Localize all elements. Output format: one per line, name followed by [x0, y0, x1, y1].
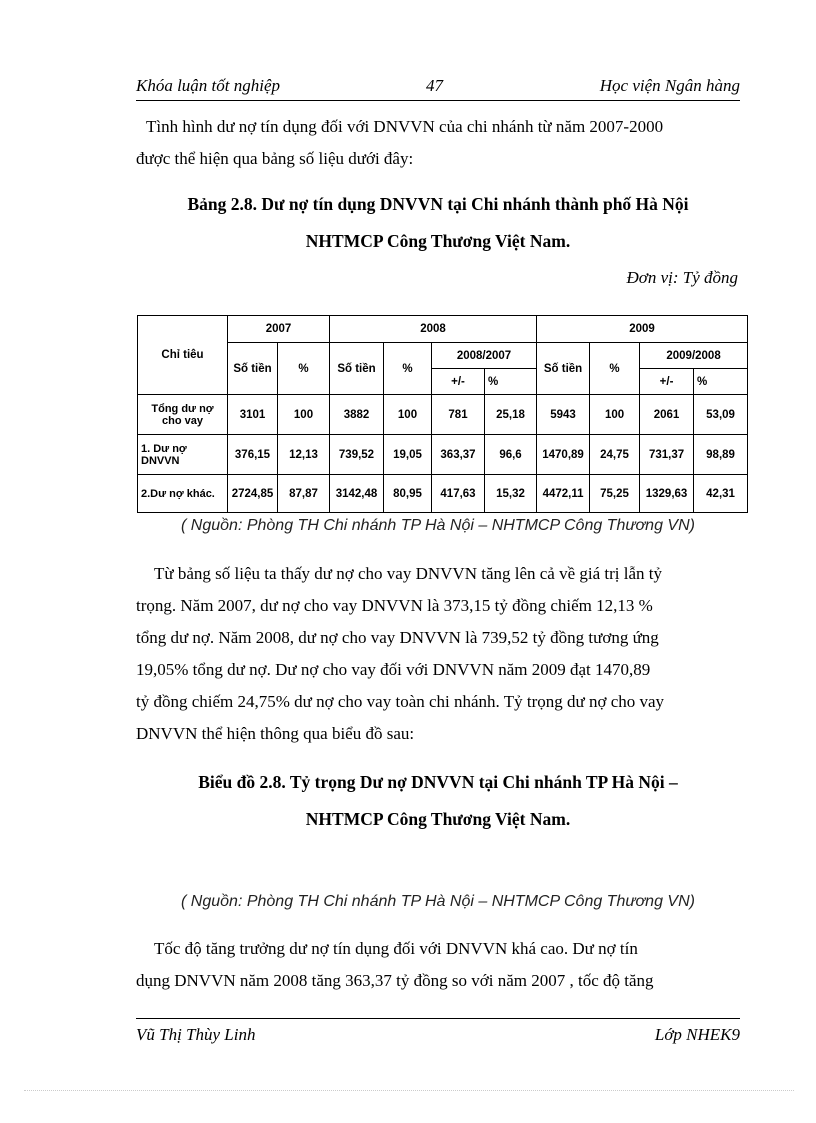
header-institution: Học viện Ngân hàng	[599, 76, 740, 95]
year-2008-header: 2008	[330, 316, 537, 343]
table-cell: 24,75	[590, 435, 640, 475]
compare-2009-header: 2009/2008	[640, 343, 748, 369]
intro-line-2: được thể hiện qua bảng số liệu dưới đây:	[136, 149, 414, 168]
closing-paragraph	[136, 933, 740, 997]
row-label: Tổng dư nợ cho vay	[138, 395, 228, 435]
amount-header-2008: Số tiền	[330, 343, 384, 395]
plus-minus-header-2008: +/-	[432, 369, 485, 395]
table-title-line-2: NHTMCP Công Thương Việt Nam.	[305, 231, 571, 251]
chart-source-note: ( Nguồn: Phòng TH Chi nhánh TP Hà Nội – NHTMCP Công Thương VN)	[181, 893, 695, 910]
table-cell: 739,52	[330, 435, 384, 475]
table-title	[136, 186, 740, 260]
intro-paragraph	[136, 111, 740, 175]
body-line: tỷ đồng chiếm 24,75% dư nợ cho vay toàn chi nhánh. Tỷ trọng dư nợ cho vay	[136, 692, 665, 711]
closing-line-2: dụng DNVVN năm 2008 tăng 363,37 tỷ đồng so với năm 2007 , tốc độ tăng	[136, 971, 654, 990]
table-cell: 5943	[537, 395, 590, 435]
table-cell: 1329,63	[640, 475, 694, 513]
table-cell: 100	[384, 395, 432, 435]
table-header-row-1	[138, 316, 748, 343]
amount-header-2007: Số tiền	[228, 343, 278, 395]
table-title-line-1: Bảng 2.8. Dư nợ tín dụng DNVVN tại Chi nhánh thành phố Hà Nội	[187, 194, 689, 214]
body-line: Từ bảng số liệu ta thấy dư nợ cho vay DNVVN tăng lên cả về giá trị lẫn tỷ	[154, 564, 663, 583]
body-line: trọng. Năm 2007, dư nợ cho vay DNVVN là 373,15 tỷ đồng chiếm 12,13 %	[136, 596, 653, 615]
year-2009-header: 2009	[537, 316, 748, 343]
table-cell: 417,63	[432, 475, 485, 513]
table-cell: 12,13	[278, 435, 330, 475]
page-footer	[136, 1018, 740, 1043]
closing-line-1: Tốc độ tăng trưởng dư nợ tín dụng đối với DNVVN khá cao. Dư nợ tín	[154, 939, 638, 958]
corner-header: Chỉ tiêu	[138, 316, 228, 395]
table-cell: 98,89	[694, 435, 748, 475]
table-cell: 100	[590, 395, 640, 435]
table-cell: 2724,85	[228, 475, 278, 513]
chart-title-line-2: NHTMCP Công Thương Việt Nam.	[305, 809, 571, 829]
table-cell: 3142,48	[330, 475, 384, 513]
table-cell: 80,95	[384, 475, 432, 513]
body-line: tổng dư nợ. Năm 2008, dư nợ cho vay DNVVN là 739,52 tỷ đồng tương ứng	[136, 628, 659, 647]
body-line: DNVVN thể hiện thông qua biểu đồ sau:	[136, 724, 415, 743]
compare-2008-header: 2008/2007	[432, 343, 537, 369]
table-cell: 3101	[228, 395, 278, 435]
table-cell: 781	[432, 395, 485, 435]
chart-title	[136, 764, 740, 838]
table-cell: 376,15	[228, 435, 278, 475]
pct-header-2008: %	[384, 343, 432, 395]
table-cell: 3882	[330, 395, 384, 435]
header-thesis-label: Khóa luận tốt nghiệp	[136, 76, 281, 95]
table-cell: 75,25	[590, 475, 640, 513]
table-cell: 15,32	[485, 475, 537, 513]
table-cell: 19,05	[384, 435, 432, 475]
table-row	[138, 395, 748, 435]
plus-minus-header-2009: +/-	[640, 369, 694, 395]
amount-header-2009: Số tiền	[537, 343, 590, 395]
table-cell: 4472,11	[537, 475, 590, 513]
table-cell: 87,87	[278, 475, 330, 513]
footer-author: Vũ Thị Thùy Linh	[136, 1025, 256, 1044]
body-line: 19,05% tổng dư nợ. Dư nợ cho vay đối với DNVVN năm 2009 đạt 1470,89	[136, 660, 651, 679]
table-cell: 25,18	[485, 395, 537, 435]
table-row	[138, 475, 748, 513]
table-cell: 363,37	[432, 435, 485, 475]
page-number: 47	[426, 76, 443, 95]
table-row	[138, 435, 748, 475]
table-cell: 731,37	[640, 435, 694, 475]
year-2007-header: 2007	[228, 316, 330, 343]
pct-header-2009: %	[590, 343, 640, 395]
row-label: 1. Dư nợ DNVVN	[138, 435, 228, 475]
table-header-row-2	[138, 343, 748, 369]
table-cell: 1470,89	[537, 435, 590, 475]
page-edge-divider	[24, 1090, 794, 1091]
pct-change-header-2008: %	[485, 369, 537, 395]
table-cell: 100	[278, 395, 330, 435]
chart-title-line-1: Biểu đồ 2.8. Tỷ trọng Dư nợ DNVVN tại Chi nhánh TP Hà Nội –	[198, 772, 678, 792]
table-cell: 53,09	[694, 395, 748, 435]
intro-line-1: Tình hình dư nợ tín dụng đối với DNVVN của chi nhánh từ năm 2007-2000	[146, 117, 664, 136]
pct-header-2007: %	[278, 343, 330, 395]
pct-change-header-2009: %	[694, 369, 748, 395]
unit-label: Đơn vị: Tỷ đồng	[626, 268, 738, 287]
table-cell: 42,31	[694, 475, 748, 513]
credit-table	[137, 315, 748, 513]
table-cell: 2061	[640, 395, 694, 435]
table-cell: 96,6	[485, 435, 537, 475]
body-paragraph	[136, 558, 740, 750]
page-header	[136, 76, 740, 101]
row-label: 2.Dư nợ khác.	[138, 475, 228, 513]
footer-class: Lớp NHEK9	[654, 1025, 740, 1044]
table-source-note: ( Nguồn: Phòng TH Chi nhánh TP Hà Nội – NHTMCP Công Thương VN)	[181, 517, 695, 534]
